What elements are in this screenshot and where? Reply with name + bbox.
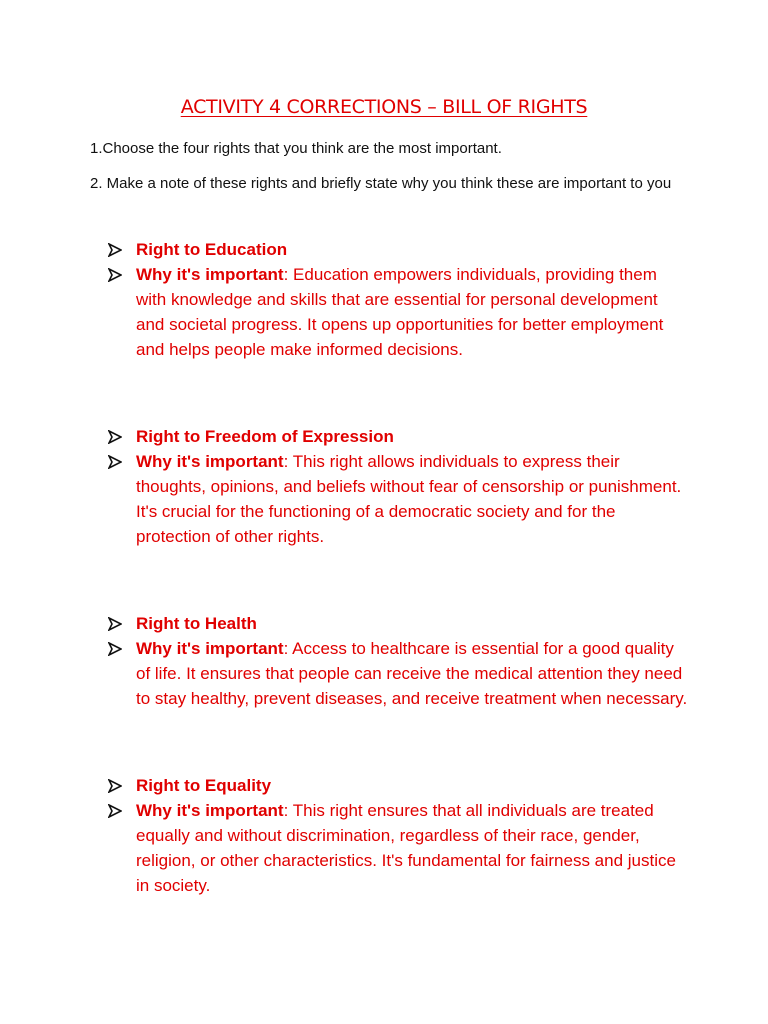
instruction-2: 2. Make a note of these rights and briefly state why you think these are important to you (90, 175, 672, 192)
right-name: Right to Freedom of Expression (136, 427, 394, 446)
right-item (108, 773, 688, 898)
right-item (108, 237, 688, 362)
right-name: Right to Education (136, 240, 288, 259)
rights-list (108, 237, 688, 960)
right-name: Right to Health (136, 614, 257, 633)
right-item (108, 611, 688, 711)
arrowhead-bullet-icon (108, 262, 126, 287)
arrowhead-bullet-icon (108, 636, 126, 661)
right-name-line (108, 773, 688, 798)
document-title: ACTIVITY 4 CORRECTIONS – BILL OF RIGHTS (180, 96, 588, 118)
right-name-line (108, 237, 688, 262)
right-reason-line (108, 449, 688, 549)
right-reason-line (108, 262, 688, 362)
right-reason-text: : This right allows individuals to express their thoughts, opinions, and beliefs without fear of censorship or punishment. It's crucial for the functioning of a democratic society and for the protection of other rights. (136, 452, 682, 546)
instruction-1: 1.Choose the four rights that you think are the most important. (90, 140, 502, 157)
arrowhead-bullet-icon (108, 611, 126, 636)
right-name: Right to Equality (136, 776, 272, 795)
right-reason-text: : This right ensures that all individuals are treated equally and without discrimination, regardless of their race, gender, religion, or other characteristics. It's fundamental for fairness and justice in society. (136, 801, 676, 895)
arrowhead-bullet-icon (108, 773, 126, 798)
right-name-line (108, 611, 688, 636)
why-important-label: Why it's important (136, 801, 284, 820)
why-important-label: Why it's important (136, 452, 284, 471)
right-reason-text: : Access to healthcare is essential for a good quality of life. It ensures that people can receive the medical attention they need to stay healthy, prevent diseases, and receive treatment when necessary. (136, 639, 688, 708)
right-reason-text: : Education empowers individuals, providing them with knowledge and skills that are essential for personal development and societal progress. It opens up opportunities for better employment and helps people make informed decisions. (136, 265, 664, 359)
right-name-line (108, 424, 688, 449)
right-reason-line (108, 798, 688, 898)
arrowhead-bullet-icon (108, 449, 126, 474)
why-important-label: Why it's important (136, 639, 284, 658)
arrowhead-bullet-icon (108, 237, 126, 262)
arrowhead-bullet-icon (108, 798, 126, 823)
right-item (108, 424, 688, 549)
why-important-label: Why it's important (136, 265, 284, 284)
arrowhead-bullet-icon (108, 424, 126, 449)
right-reason-line (108, 636, 688, 711)
